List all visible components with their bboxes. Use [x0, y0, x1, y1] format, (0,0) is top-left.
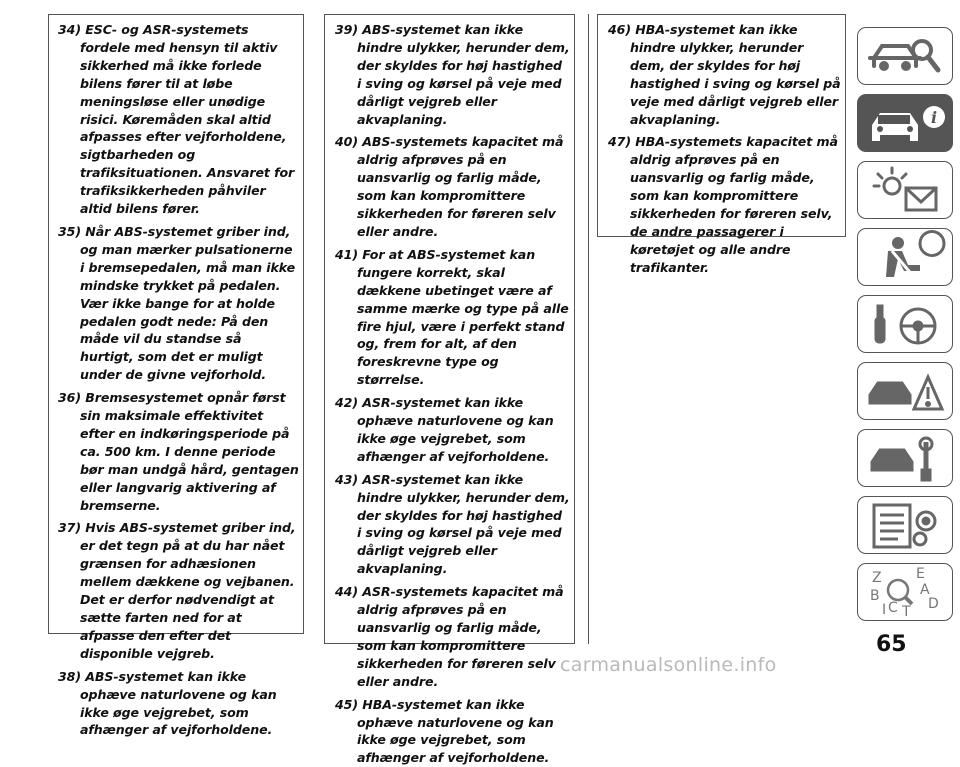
notes-column-2 — [324, 14, 575, 766]
sidebar-tab-maintenance[interactable] — [857, 429, 953, 487]
note-44: 44) ASR-systemets kapacitet må aldrig afprøves på en uansvarlig og farlig måde, som kan kompromittere sikkerheden for føreren selv eller andre. — [335, 584, 564, 689]
index-letter-z: Z — [872, 570, 882, 586]
sidebar-tab-technical-data[interactable] — [857, 496, 953, 554]
note-41: 41) For at ABS-systemet kan fungere korrekt, skal dækkene ubetinget være af samme mærke og type på alle fire hjul, være i perfekt stand og, frem for alt, af den foreskrevne type og størrelse. — [335, 246, 569, 388]
note-35: 35) Når ABS-systemet griber ind, og man mærker pulsationerne i bremsepedalen, må man ikke mindske trykket på pedalen. Vær ikke bange for at holde pedalen godt nede: På den måde vil du standse så hurtigt, som det er muligt under de givne vejforhold. — [58, 223, 296, 383]
note-45: 45) HBA-systemet kan ikke ophæve naturlovene og kan ikke øge vejgrebet, som afhænger af vejforholdene. — [335, 696, 554, 766]
note-38: 38) ABS-systemet kan ikke ophæve naturlovene og kan ikke øge vejgrebet, som afhænger af vejforholdene. — [58, 668, 277, 738]
car-info-icon — [858, 95, 954, 153]
column-divider — [588, 14, 589, 644]
sidebar-tab-warning-lights[interactable] — [857, 161, 953, 219]
svg-text:i: i — [930, 108, 938, 127]
sidebar-tab-emergency[interactable] — [857, 362, 953, 420]
key-steering-wheel-icon — [858, 296, 954, 354]
note-40: 40) ABS-systemets kapacitet må aldrig afprøves på en uansvarlig og farlig måde, som kan kompromittere sikkerheden for føreren selv eller andre. — [335, 134, 564, 239]
airbag-seatbelt-icon — [858, 229, 954, 287]
sidebar-tab-car-info[interactable] — [857, 94, 953, 152]
note-39: 39) ABS-systemet kan ikke hindre ulykker, herunder dem, der skyldes for høj hastighed i sving og kørsel på veje med dårligt vejgreb eller akvaplaning. — [335, 22, 570, 127]
index-letter-d: D — [928, 596, 939, 612]
maintenance-tools-icon — [858, 430, 954, 488]
index-letter-c: C — [888, 600, 898, 616]
note-47: 47) HBA-systemets kapacitet må aldrig afprøves på en uansvarlig og farlig måde, som kan kompromittere sikkerheden for føreren selv, de andre passagerer i køretøjet og alle andre trafikanter. — [608, 134, 838, 275]
index-letter-i: I — [882, 602, 887, 618]
page-number: 65 — [876, 632, 907, 657]
index-letter-t: T — [902, 604, 911, 620]
sidebar-tab-starting-driving[interactable] — [857, 295, 953, 353]
note-43: 43) ASR-systemet kan ikke hindre ulykker, herunder dem, der skyldes for høj hastighed i sving og kørsel på veje med dårligt vejgreb eller akvaplaning. — [335, 471, 570, 577]
sidebar-tab-dashboard[interactable] — [857, 27, 953, 85]
note-34: 34) ESC- og ASR-systemets fordele med hensyn til aktiv sikkerhed må ikke forlede bilens fører til at løbe meningsløse eller unødige risici. Køremåden skal altid afpasses efter vejforholdene, sigtbarheden og trafiksituationen. Ansvaret for trafiksikkerheden påhviler altid bilens fører. — [58, 22, 295, 217]
sidebar-tab-safety[interactable] — [857, 228, 953, 286]
index-letter-e: E — [916, 566, 925, 582]
car-dashboard-icon — [858, 28, 954, 86]
warning-lights-message-icon — [858, 162, 954, 220]
sidebar-tab-index[interactable] — [857, 563, 953, 621]
note-46: 46) HBA-systemet kan ikke hindre ulykker, herunder dem, der skyldes for høj hastighed i sving og kørsel på veje med dårligt vejgreb eller akvaplaning. — [608, 22, 841, 127]
notes-column-3 — [597, 14, 846, 275]
alphabetical-index-icon — [858, 564, 954, 622]
technical-data-icon — [858, 497, 954, 555]
note-36: 36) Bremsesystemet opnår først sin maksimale effektivitet efter en indkøringsperiode på ca. 500 km. I denne periode bør man undgå hård, gentagen eller langvarig aktivering af bremserne. — [58, 390, 299, 513]
notes-column-1 — [48, 14, 304, 738]
note-37: 37) Hvis ABS-systemet griber ind, er det tegn på at du har nået grænsen for adhæsionen mellem dækkene og vejbanen. Det er derfor nødvendigt at sætte farten ned for at afpasse den efter det disponible vejgreb. — [58, 520, 296, 661]
car-emergency-icon — [858, 363, 954, 421]
watermark: carmanualsonline.info — [560, 654, 777, 676]
index-letter-b: B — [870, 588, 880, 604]
note-42: 42) ASR-systemet kan ikke ophæve naturlovene og kan ikke øge vejgrebet, som afhænger af vejforholdene. — [335, 395, 554, 464]
index-letter-a: A — [920, 582, 930, 598]
